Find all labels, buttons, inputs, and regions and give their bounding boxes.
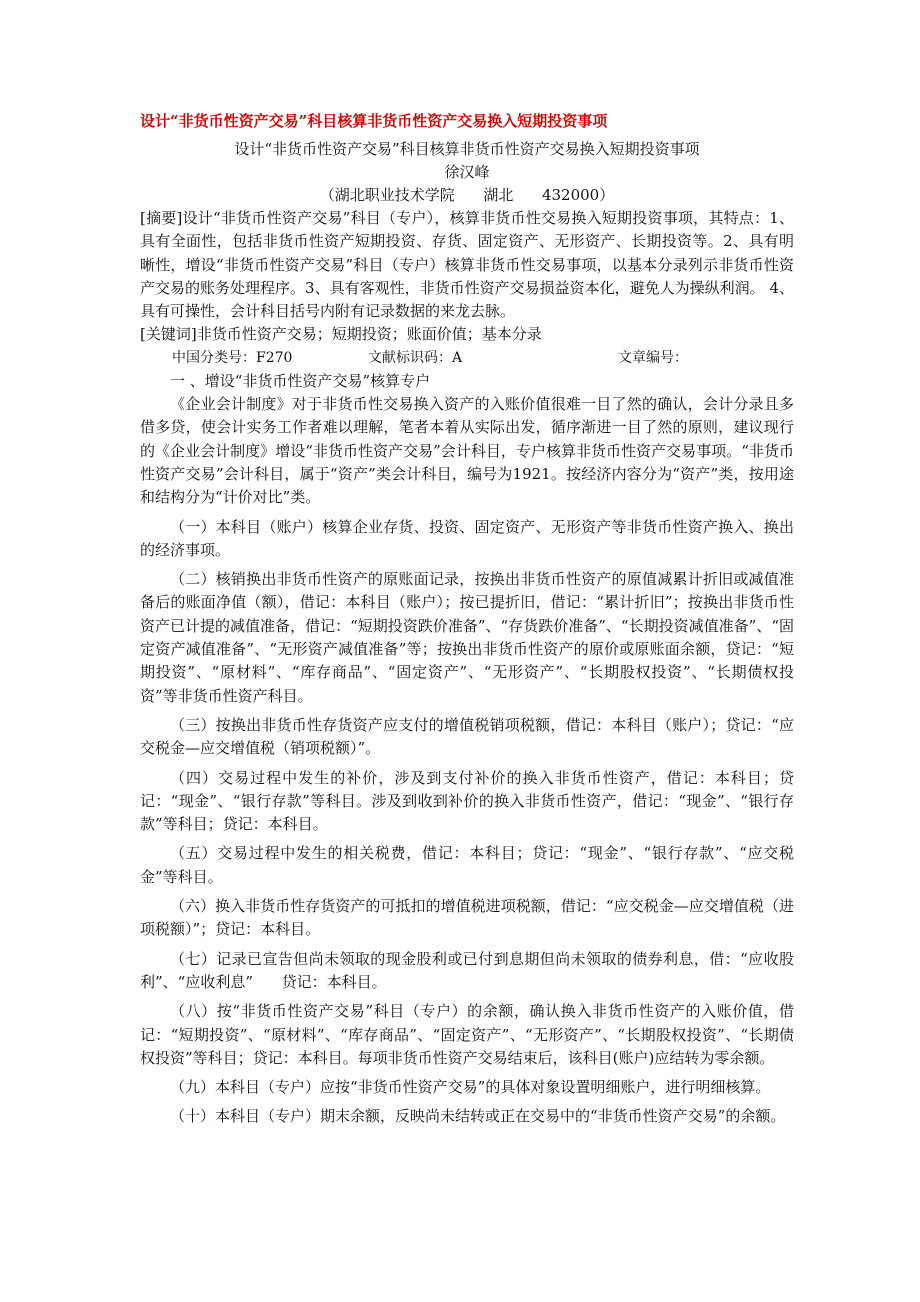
classification-code: 中国分类号：F270 xyxy=(172,349,293,366)
section-heading: 一 、增设“非货币性资产交易”核算专户 xyxy=(170,371,431,390)
list-item: （十）本科目（专户）期末余额，反映尚未结转或正在交易中的“非货币性资产交易”的余额。 xyxy=(170,1107,786,1126)
article-number: 文章编号： xyxy=(618,349,688,366)
list-item: （四）交易过程中发生的补价，涉及到支付补价的换入非货币性资产，借记：本科目；贷记：“现金”、“银行存款”等科目。涉及到收到补价的换入非货币性资产，借记：“现金”、“银行存款”等科目；贷记：本科目。 xyxy=(140,768,794,834)
author-name: 徐汉峰 xyxy=(444,163,490,181)
list-item: （七）记录已宣告但尚未领取的现金股利或已付到息期但尚未领取的债券利息，借：“应收股利”、“应收利息” 贷记：本科目。 xyxy=(140,949,794,991)
keywords: [关键词]非货币性资产交易；短期投资；账面价值；基本分录 xyxy=(140,325,542,344)
abstract: [摘要]设计“非货币性资产交易”科目（专户），核算非货币性交易换入短期投资事项，其特点：1、具有全面性，包括非货币性资产短期投资、存货、固定资产、无形资产、长期投资等。2、具有明晰性，增设“非货币性资产交易”科目（专户）核算非货币性交易事项，以基本分录列示非货币性资产交易的账务处理程序。3、具有客观性，非货币性资产交易损益资本化，避免人为操纵利润。 4、具有可操性，会计科目括号内附有记录数据的来龙去脉。 xyxy=(140,209,794,321)
document-code: 文献标识码：A xyxy=(368,349,463,366)
author-affiliation: （湖北职业技术学院 湖北 432000） xyxy=(319,186,615,204)
intro-paragraph: 《企业会计制度》对于非货币性交易换入资产的入账价值很难一目了然的确认，会计分录且多借多贷，使会计实务工作者难以理解，笔者本着从实际出发，循序渐进一目了然的原则，建议现行的《企业会计制度》增设“非货币性资产交易”会计科目，专户核算非货币性资产交易事项。“非货币性资产交易”会计科目，属于“资产”类会计科目，编号为1921。按经济内容分为“资产”类，按用途和结构分为“计价对比”类。 xyxy=(140,395,794,507)
classification-row xyxy=(140,347,794,370)
document-page xyxy=(140,110,794,1129)
article-title: 设计“非货币性资产交易”科目核算非货币性资产交易换入短期投资事项 xyxy=(234,140,700,158)
list-item: （三）按换出非货币性存货资产应支付的增值税销项税额，借记：本科目（账户）；贷记：“应交税金—应交增值税（销项税额）”。 xyxy=(140,715,794,758)
list-item: （六）换入非货币性存货资产的可抵扣的增值税进项税额，借记：“应交税金—应交增值税（进项税额）”；贷记：本科目。 xyxy=(140,897,794,939)
list-item: （五）交易过程中发生的相关税费，借记：本科目；贷记：“现金”、“银行存款”、“应交税金”等科目。 xyxy=(140,844,794,886)
list-item: （二）核销换出非货币性资产的原账面记录，按换出非货币性资产的原值减累计折旧或减值准备后的账面净值（额），借记：本科目（账户）；按已提折旧，借记：“累计折旧”；按换出非货币性资产已计提的减值准备，借记：“短期投资跌价准备”、“存货跌价准备”、“长期投资减值准备”、“固定资产减值准备”、“无形资产减值准备”等；按换出非货币性资产的原价或原账面余额，贷记：“短期投资”、“原材料”、“库存商品”、“固定资产”、“无形资产”、“长期股权投资”、“长期债权投资”等非货币性资产科目。 xyxy=(140,570,794,705)
list-item: （一）本科目（账户）核算企业存货、投资、固定资产、无形资产等非货币性资产换入、换出的经济事项。 xyxy=(140,517,794,559)
list-item: （九）本科目（专户）应按“非货币性资产交易”的具体对象设置明细账户，进行明细核算。 xyxy=(170,1078,771,1097)
list-item: （八）按“非货币性资产交易”科目（专户）的余额，确认换入非货币性资产的入账价值，借记：“短期投资”、“原材料”、“库存商品”、“固定资产”、“无形资产”、“长期股权投资”、“长期债权投资”等科目；贷记：本科目。每项非货币性资产交易结束后，该科目(账户)应结转为零余额。 xyxy=(140,1002,794,1067)
document-link-title[interactable]: 设计“非货币性资产交易”科目核算非货币性资产交易换入短期投资事项 xyxy=(140,112,608,130)
